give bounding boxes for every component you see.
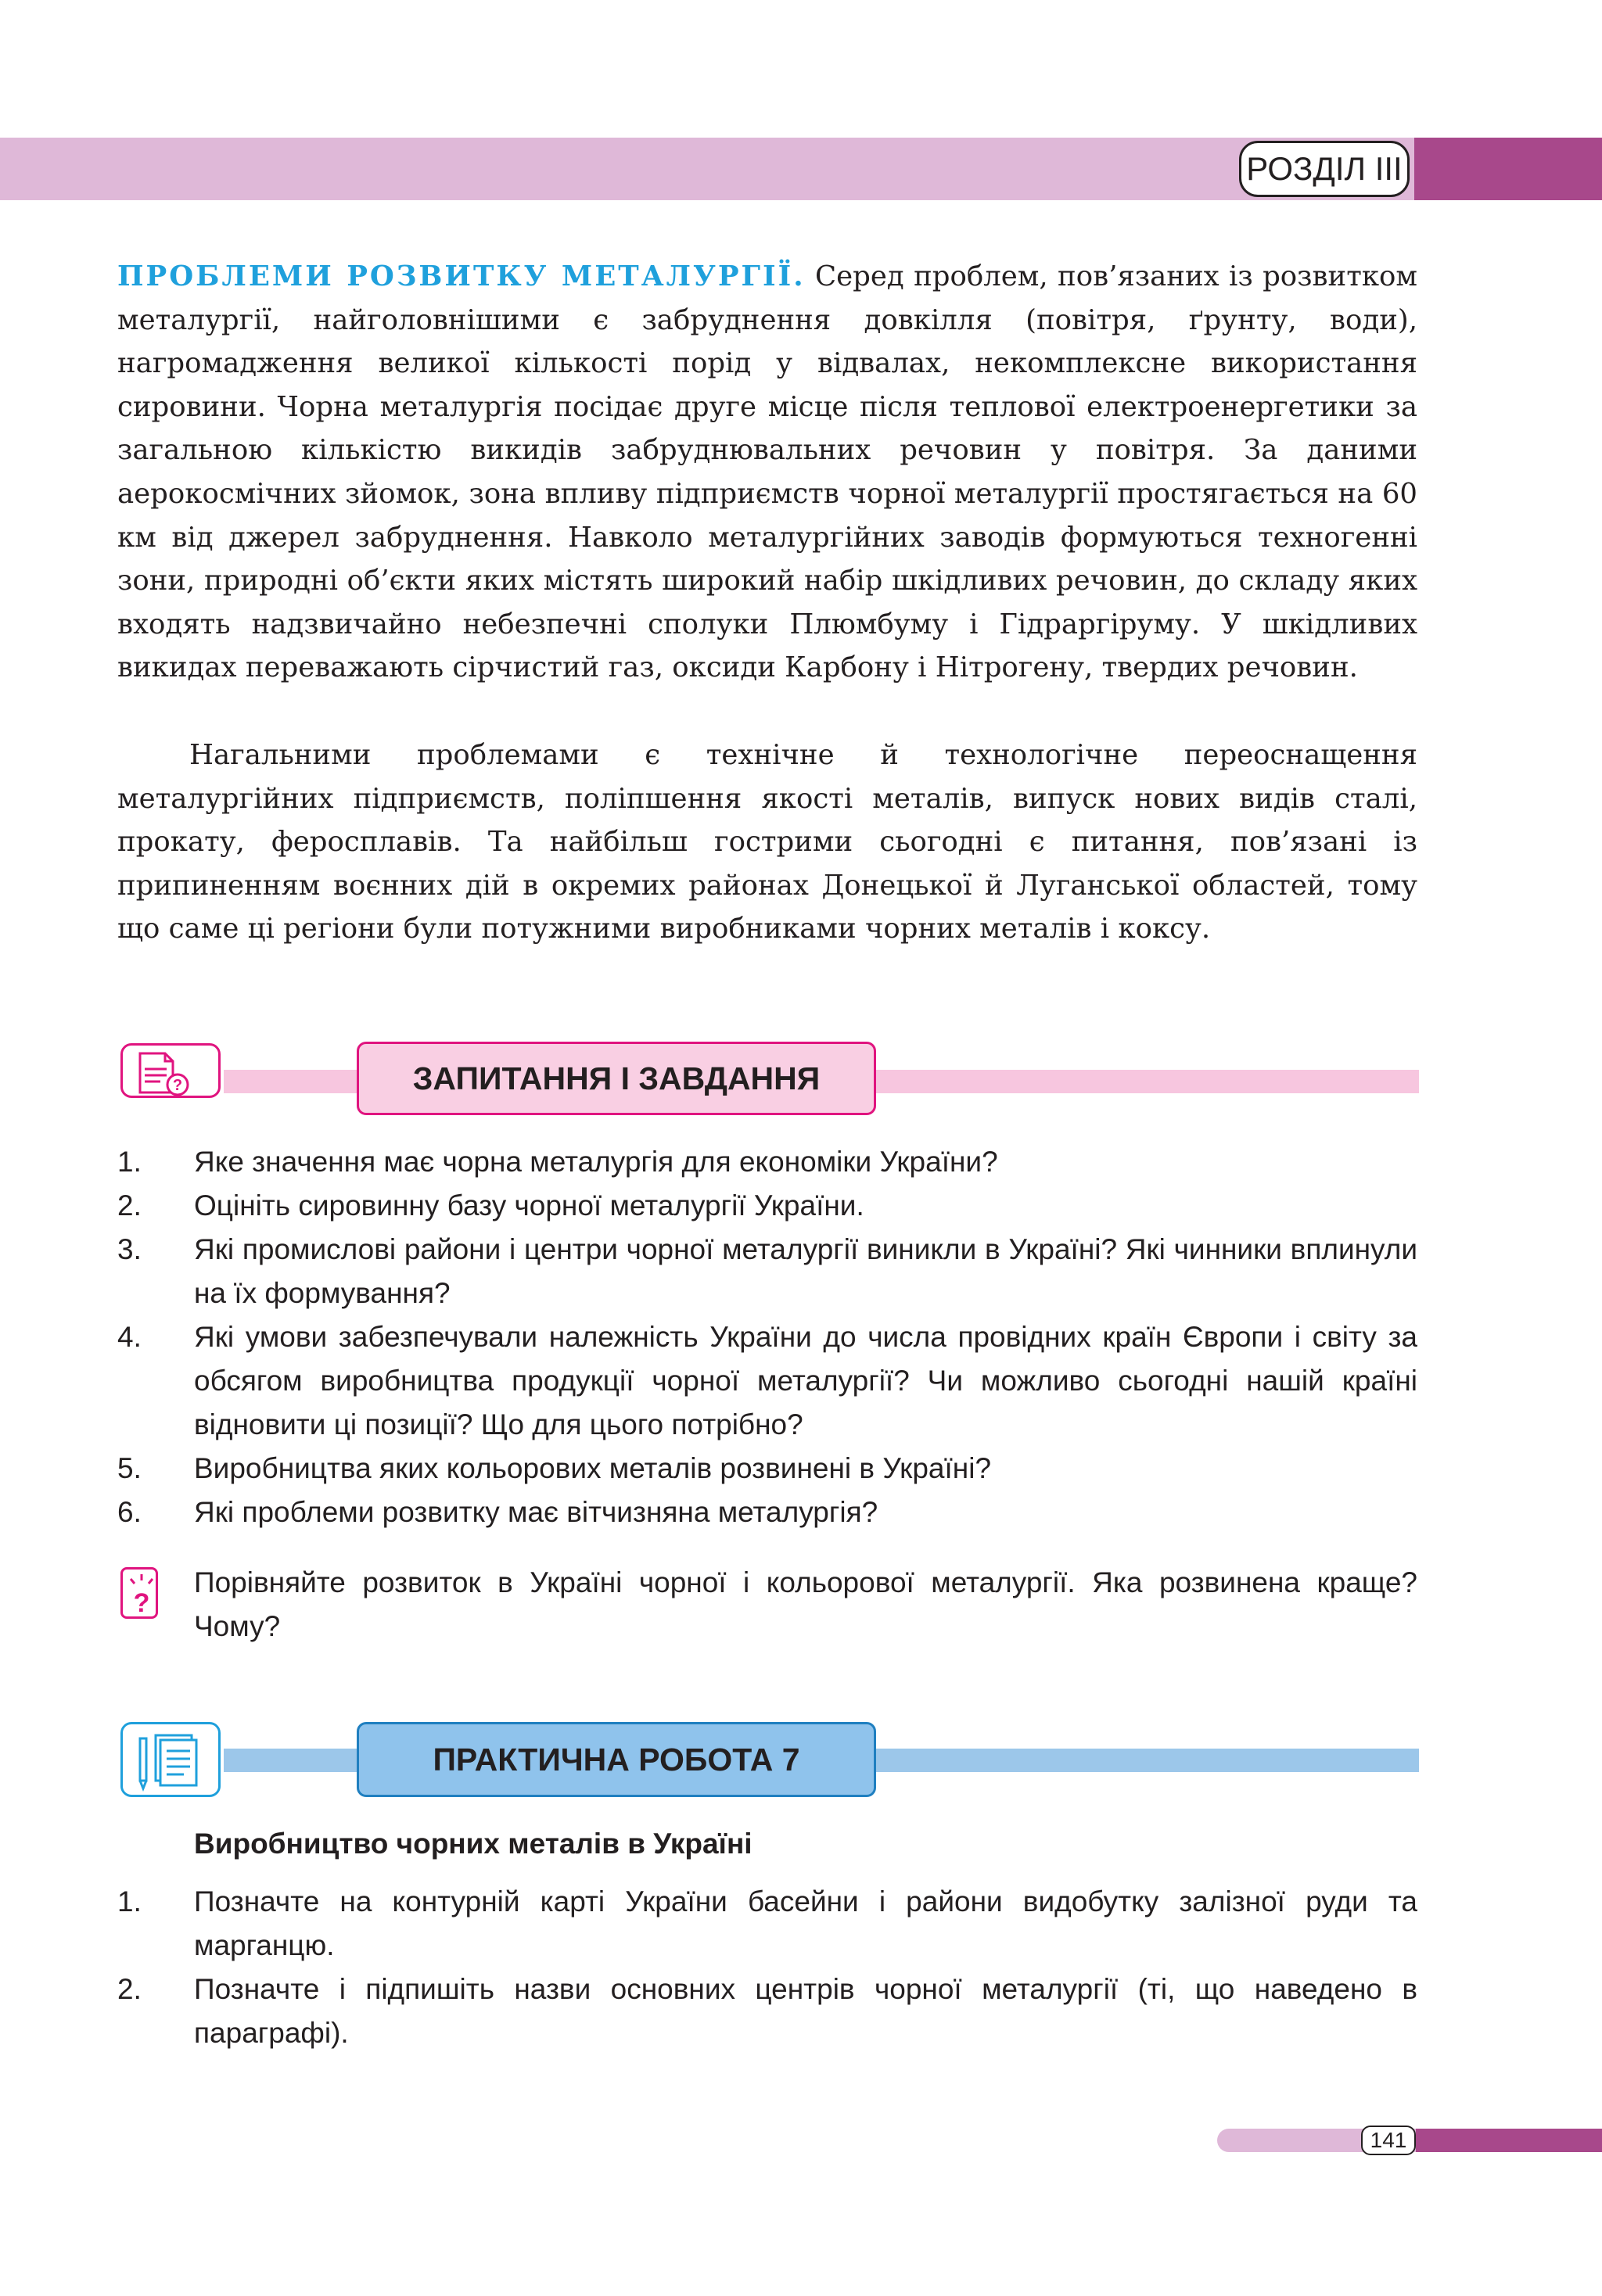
item-number: 6.	[117, 1496, 142, 1528]
item-text: Які промислові райони і центри чорної металургії виникли в Україні? Які чинники вплинули на їх формування?	[194, 1233, 1417, 1309]
list-item	[117, 1491, 1417, 1534]
list-item	[117, 1447, 1417, 1491]
item-text: Яке значення має чорна металургія для економіки України?	[194, 1146, 998, 1178]
practical-subtitle: Виробництво чорних металів в Україні	[194, 1828, 753, 1860]
item-text: Які умови забезпечували належність України до числа провідних країн Європи і світу за обсягом виробництва продукції чорної металургії? Чи можливо сьогодні нашій країні відновити ці позиції? Що для цього потрібно?	[194, 1321, 1417, 1440]
item-text: Позначте і підпишіть назви основних центрів чорної металургії (ті, що наведено в параграфі).	[194, 1973, 1417, 2049]
page-number: 141	[1361, 2126, 1416, 2155]
svg-text:?: ?	[133, 1588, 150, 1618]
list-item	[117, 1228, 1417, 1315]
bottom-band-accent	[1416, 2129, 1602, 2152]
practical-tasks-list	[117, 1880, 1417, 2055]
list-item	[117, 1184, 1417, 1228]
item-number: 2.	[117, 1973, 142, 2005]
think-question-icon	[120, 1567, 158, 1619]
body-paragraph-1	[117, 255, 1417, 690]
body-paragraph-2: Нагальними проблемами є технічне й технологічне переоснащення металургійних підприємств, поліпшення якості металів, випуск нових видів сталі, прокату, феросплавів. Та найбільш гострими сьогодні є питання, пов’язані із припиненням воєнних дій в окремих районах Донецької й Луганської областей, тому що саме ці регіони були потужними виробниками чорних металів і коксу.	[117, 739, 1417, 945]
questions-title: ЗАПИТАННЯ І ЗАВДАННЯ	[357, 1042, 876, 1115]
list-item	[117, 1880, 1417, 1968]
item-number: 3.	[117, 1233, 142, 1265]
item-text: Позначте на контурній карті України басейни і райони видобутку залізної руди та марганцю.	[194, 1885, 1417, 1961]
list-item	[117, 1140, 1417, 1184]
questions-list	[117, 1140, 1417, 1534]
notebook-icon	[120, 1722, 221, 1797]
paragraph-text: Серед проблем, пов’язаних із розвитком металургії, найголовнішими є забруднення довкілля (повітря, ґрунту, води), нагромадження великої кількості порід у відвалах, некомплексне використання сировини. Чорна металургія посідає друге місце після теплової електроенергетики за загальною кількістю викидів забруднювальних речовин у повітря. За даними аерокосмічних зйомок, зона впливу підприємств чорної металургії простягається на 60 км від джерел забруднення. Навколо металургійних заводів формуються техногенні зони, природні об’єкти яких містять широкий набір шкідливих речовин, до складу яких входять надзвичайно небезпечні сполуки Плюмбуму і Гідраргіруму. У шкідливих викидах переважають сірчистий газ, оксиди Карбону і Нітрогену, твердих речовин.	[117, 260, 1418, 684]
item-number: 4.	[117, 1321, 142, 1353]
item-text: Оцініть сировинну базу чорної металургії України.	[194, 1189, 864, 1222]
item-number: 1.	[117, 1146, 142, 1178]
item-number: 2.	[117, 1189, 142, 1222]
compare-task: Порівняйте розвиток в Україні чорної і кольорової металургії. Яка розвинена краще? Чому?	[194, 1566, 1417, 1642]
top-band-accent	[1414, 138, 1602, 200]
section-label: РОЗДІЛ III	[1239, 141, 1410, 197]
practical-title: ПРАКТИЧНА РОБОТА 7	[357, 1722, 876, 1797]
item-text: Виробництва яких кольорових металів розвинені в Україні?	[194, 1452, 992, 1484]
paragraph-heading: ПРОБЛЕМИ РОЗВИТКУ МЕТАЛУРГІЇ.	[117, 260, 806, 292]
questions-icon	[120, 1043, 221, 1098]
svg-text:?: ?	[172, 1077, 183, 1094]
item-text: Які проблеми розвитку має вітчизняна металургія?	[194, 1496, 878, 1528]
list-item	[117, 1315, 1417, 1447]
item-number: 5.	[117, 1452, 142, 1484]
list-item	[117, 1968, 1417, 2055]
item-number: 1.	[117, 1885, 142, 1918]
